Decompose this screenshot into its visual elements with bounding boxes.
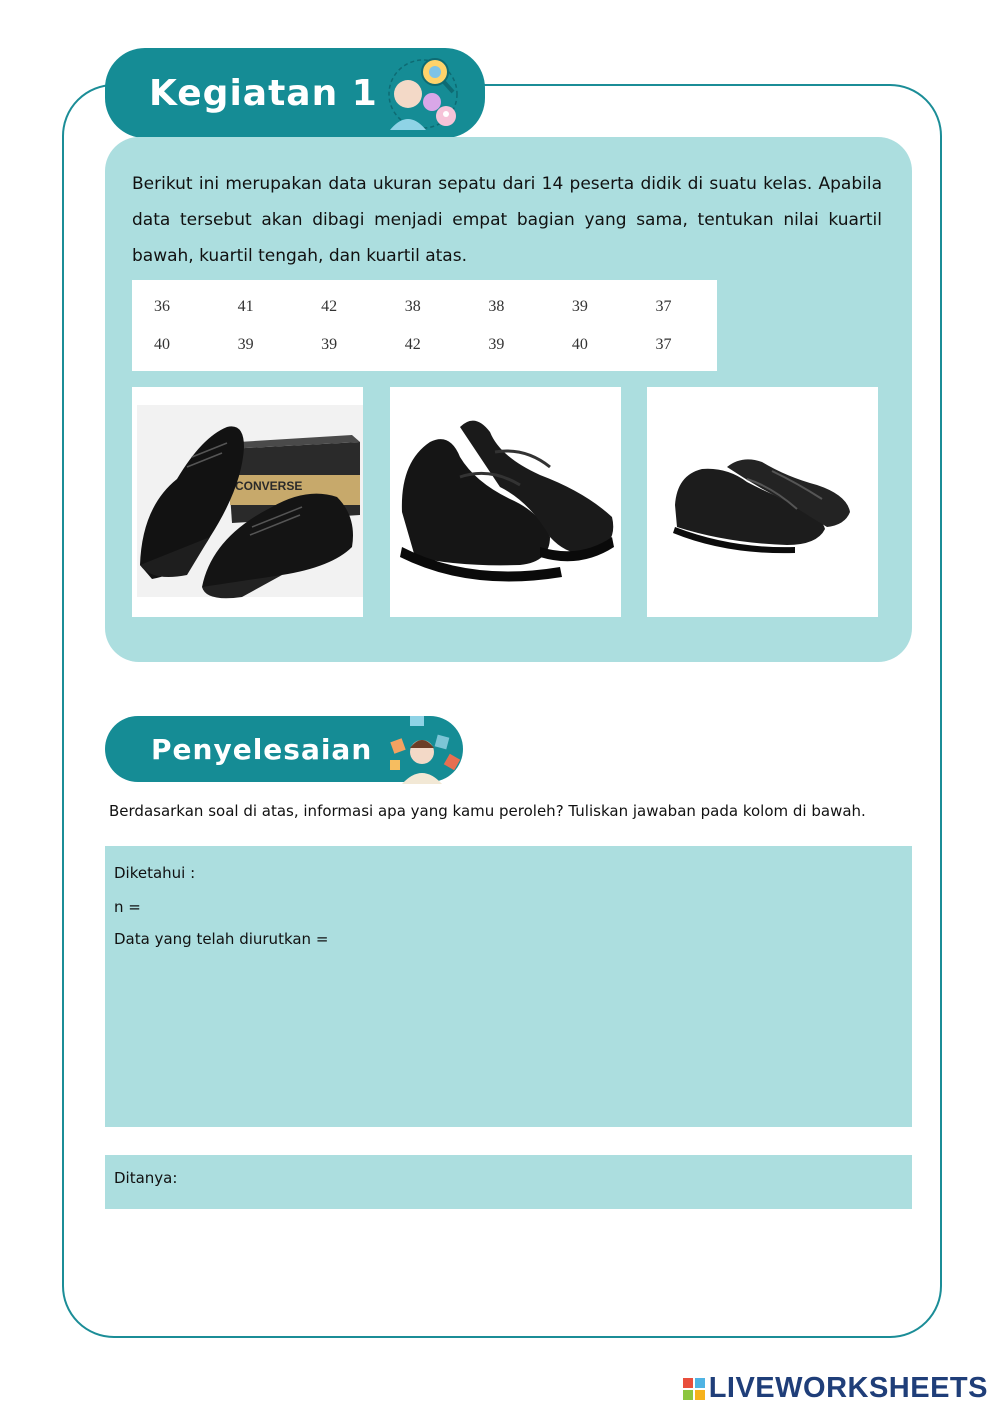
table-cell: 39 [321, 336, 338, 353]
table-cell: 41 [237, 298, 254, 315]
problem-text: Berikut ini merupakan data ukuran sepatu dari 14 peserta didik di suatu kelas. Apabila data tersebut akan dibagi menjadi empat bagian yang sama, tentukan nilai kuartil bawah, kuartil tengah, dan kuartil atas. [132, 174, 882, 266]
solution-instruction: Berdasarkan soal di atas, informasi apa yang kamu peroleh? Tuliskan jawaban pada kolom di bawah. [109, 802, 866, 820]
liveworksheets-logo[interactable] [683, 1372, 988, 1405]
shoe-size-table [132, 280, 717, 371]
live-blocks-icon [683, 1378, 705, 1400]
solution-title: Penyelesaian [151, 732, 373, 766]
table-cell: 40 [571, 336, 588, 353]
sorted-data-label: Data yang telah diurutkan = [114, 930, 329, 948]
table-row [132, 326, 717, 364]
table-cell: 39 [488, 336, 505, 353]
table-cell: 39 [571, 298, 588, 315]
known-answer-box[interactable] [105, 846, 912, 1127]
n-label: n = [114, 898, 141, 916]
table-cell: 37 [655, 336, 672, 353]
converse-shoes-photo [132, 387, 363, 617]
table-cell: 36 [154, 298, 170, 315]
table-cell: 42 [321, 298, 338, 315]
activity-title: Kegiatan 1 [149, 72, 378, 114]
table-cell: 38 [488, 298, 505, 315]
table-cell: 39 [237, 336, 254, 353]
brand-name: LIVEWORKSHEETS [708, 1372, 988, 1404]
table-row [132, 288, 717, 326]
table-cell: 37 [655, 298, 672, 315]
converse-brand-label: CONVERSE [235, 479, 303, 493]
knit-sneakers-photo [390, 387, 621, 617]
asked-answer-box[interactable] [105, 1155, 912, 1209]
thinking-student-illustration [380, 712, 466, 784]
asked-label: Ditanya: [114, 1169, 178, 1187]
known-label: Diketahui : [114, 864, 196, 882]
table-cell: 42 [404, 336, 421, 353]
leather-sneakers-photo [647, 387, 878, 617]
table-cell: 38 [404, 298, 421, 315]
table-cell: 40 [154, 336, 170, 353]
search-people-illustration [380, 52, 466, 136]
